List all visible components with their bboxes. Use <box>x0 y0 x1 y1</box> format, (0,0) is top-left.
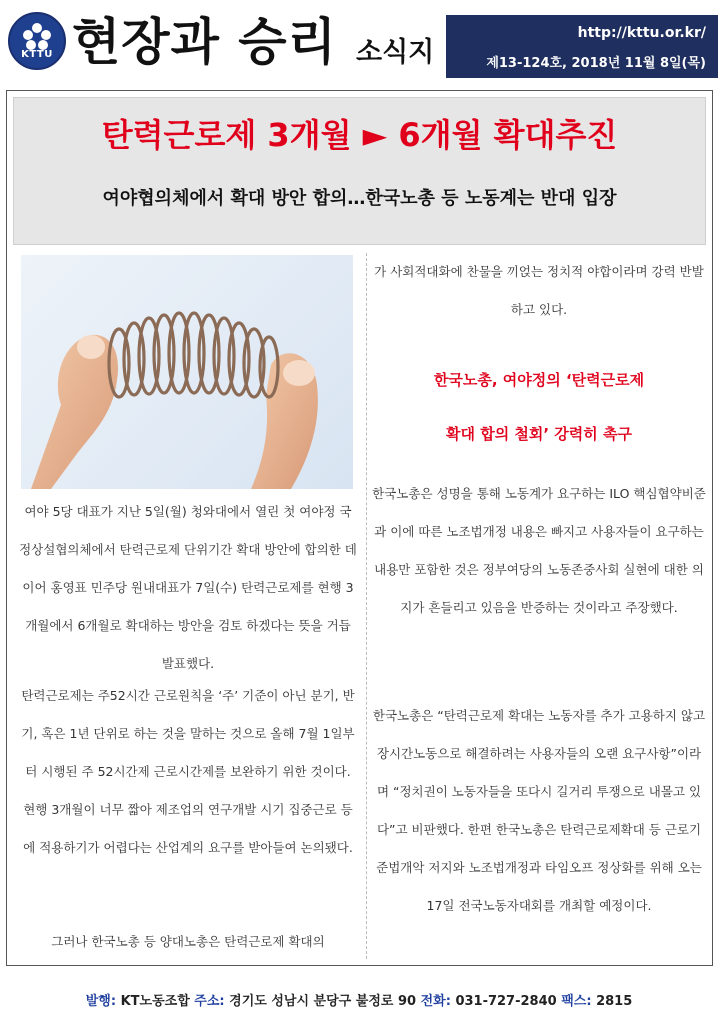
article-frame <box>6 90 713 966</box>
site-url: http://kttu.or.kr/ <box>577 25 706 41</box>
subheadline: 여야협의체에서 확대 방안 합의…한국노총 등 노동계는 반대 입장 <box>102 188 617 209</box>
right-paragraph-1: 한국노총은 성명을 통해 노동계가 요구하는 ILO 핵심협약비준과 이에 따른 노조법개정 내용은 빠지고 사용자들이 요구하는 내용만 포함한 것은 정부여당의 노동존중사회 실현에 대한 의지가 흔들리고 있음을 반증하는 것이라고 주장했다. <box>372 486 706 615</box>
phone: 031-727-2840 <box>455 994 557 1009</box>
address: 경기도 성남시 분당구 불정로 90 <box>229 994 417 1009</box>
spring-photo <box>21 255 353 489</box>
issue-date: 제13-124호, 2018년 11월 8일(목) <box>486 56 706 71</box>
spring-between-fingers-icon <box>21 255 353 489</box>
section-heading-line-2: 확대 합의 철회’ 강력히 촉구 <box>446 425 632 443</box>
publisher-label: 발행: <box>85 994 117 1009</box>
left-column <box>15 253 361 959</box>
fax-label: 팩스: <box>561 994 592 1009</box>
section-heading-line-1: 한국노총, 여야정의 ‘탄력근로제 <box>433 371 645 389</box>
header-info-box <box>446 15 718 78</box>
section-heading <box>371 353 707 461</box>
phone-label: 전화: <box>420 994 451 1009</box>
kttu-logo <box>8 12 66 70</box>
fax: 2815 <box>596 994 633 1009</box>
right-paragraph-intro: 가 사회적대화에 찬물을 끼얹는 정치적 야합이라며 강력 반발하고 있다. <box>374 264 704 317</box>
headline-box <box>13 97 706 245</box>
publisher: KT노동조합 <box>120 994 190 1009</box>
left-paragraph-1: 여야 5당 대표가 지난 5일(월) 청와대에서 열린 첫 여야정 국정상설협의체에서 탄력근로제 단위기간 확대 방안에 합의한 데 이어 홍영표 민주당 원내대표가 7일(수) 탄력근로제를 현행 3개월에서 6개월로 확대하는 방안을 검토 하겠다는 뜻을 거듭 발표했다. <box>19 504 357 671</box>
headline: 탄력근로제 3개월 ► 6개월 확대추진 <box>101 116 618 154</box>
left-paragraph-2: 탄력근로제는 주52시간 근로원칙을 ‘주’ 기준이 아닌 분기, 반기, 혹은 1년 단위로 하는 것을 말하는 것으로 올해 7월 1일부터 시행된 주 52시간제 근로시간제를 보완하기 위한 것이다. 현행 3개월이 너무 짧아 제조업의 연구개발 시기 집중근로 등에 적용하기가 어렵다는 산업계의 요구를 받아들여 논의됐다. <box>21 688 355 855</box>
column-divider <box>366 253 367 959</box>
newsletter-subtitle: 소식지 <box>356 37 435 68</box>
right-paragraph-2: 한국노총은 “탄력근로제 확대는 노동자를 추가 고용하지 않고 장시간노동으로 해결하려는 사용자들의 오랜 요구사항”이라며 “정치권이 노동자들을 또다시 길거리 투쟁으로 내몰고 있다”고 비판했다. 한편 한국노총은 탄력근로제확대 등 근로기준법개악 저지와 노조법개정과 타임오프 정상화를 위해 오는 17일 전국노동자대회를 개최할 예정이다. <box>372 708 706 913</box>
masthead <box>0 0 718 86</box>
logo-text: KTTU <box>21 49 53 60</box>
address-label: 주소: <box>194 994 225 1009</box>
left-paragraph-3: 그러나 한국노총 등 양대노총은 탄력근로제 확대의 <box>51 934 325 949</box>
right-column <box>371 253 707 959</box>
footer <box>0 990 718 1009</box>
newsletter-title: 현장과 승리 <box>72 12 337 71</box>
